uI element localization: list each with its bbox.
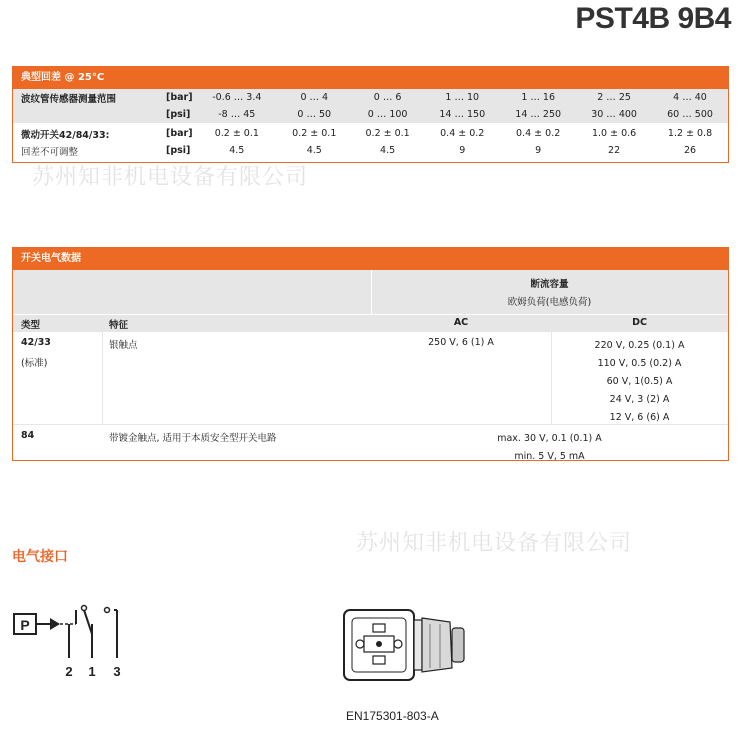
switch-sublabel: 回差不可调整	[21, 146, 79, 158]
hysteresis-table	[12, 66, 729, 163]
watermark: 苏州知非机电设备有限公司	[356, 531, 633, 556]
dc-line: 24 V, 3 (2) A	[609, 394, 670, 405]
range-psi-cell: 14 … 250	[515, 109, 562, 120]
table-row	[13, 142, 728, 159]
range-bar-cell: 0 … 4	[300, 92, 329, 103]
dc-line: 60 V, 1(0.5) A	[606, 376, 673, 387]
row1-type-note: (标准)	[21, 358, 48, 369]
range-bar-cell: 1 … 16	[521, 92, 555, 103]
row2-type: 84	[21, 430, 35, 441]
dc-line: 12 V, 6 (6) A	[609, 412, 670, 423]
terminal-label: 1	[88, 664, 96, 679]
range-psi-cell: -8 … 45	[218, 109, 256, 120]
actuator-arrow-icon	[50, 618, 60, 630]
switch-label: 微动开关42/84/33:	[21, 129, 110, 141]
table-row	[13, 106, 728, 123]
row2-value-line: max. 30 V, 0.1 (0.1) A	[497, 433, 602, 444]
row2-feature: 带镀金触点, 适用于本质安全型开关电路	[109, 433, 277, 444]
row1-feature: 银触点	[109, 340, 138, 351]
row1-dc	[551, 337, 728, 427]
capacity-title: 断流容量	[530, 279, 569, 290]
dc-line: 110 V, 0.5 (0.2) A	[597, 358, 682, 369]
pressure-label: P	[20, 617, 30, 633]
hyst-psi-cell: 4.5	[229, 145, 245, 156]
terminal-label: 3	[113, 664, 121, 679]
range-bar-cell: 4 … 40	[673, 92, 707, 103]
range-bar-cell: 1 … 10	[445, 92, 480, 103]
range-psi-cell: 60 … 500	[667, 109, 713, 120]
unit-psi: [psi]	[166, 109, 191, 120]
hyst-psi-cell: 9	[459, 145, 466, 156]
hyst-bar-cell: 0.2 ± 0.1	[365, 128, 410, 139]
col-type: 类型	[21, 320, 41, 331]
electrical-data-table	[12, 247, 729, 461]
unit-psi: [psi]	[166, 145, 191, 156]
unit-bar: [bar]	[166, 128, 193, 139]
hysteresis-table-header: 典型回差 @ 25°C	[13, 67, 728, 89]
range-psi-cell: 0 … 50	[297, 109, 332, 120]
range-bar-cell: -0.6 … 3.4	[212, 92, 262, 103]
row1-type: 42/33	[21, 337, 51, 348]
col-feature: 特征	[109, 320, 129, 331]
electrical-table-header: 开关电气数据	[13, 248, 728, 270]
hyst-bar-cell: 1.2 ± 0.8	[667, 128, 713, 139]
row1-ac: 250 V, 6 (1) A	[428, 337, 494, 348]
col-dc: DC	[632, 317, 647, 328]
watermark: 苏州知非机电设备有限公司	[32, 165, 309, 190]
col-ac: AC	[453, 317, 469, 328]
dc-line: 220 V, 0.25 (0.1) A	[594, 340, 685, 351]
capacity-subtitle: 欧姆负荷(电感负荷)	[507, 297, 592, 308]
electrical-grid	[13, 270, 728, 461]
section-title: 电气接口	[12, 549, 68, 565]
range-bar-cell: 2 … 25	[597, 92, 631, 103]
table-row	[13, 89, 728, 106]
hyst-bar-cell: 0.4 ± 0.2	[516, 128, 561, 139]
hyst-psi-cell: 9	[535, 145, 542, 156]
table-row	[13, 125, 728, 142]
range-psi-cell: 0 … 100	[367, 109, 408, 120]
range-psi-cell: 30 … 400	[591, 109, 637, 120]
hyst-bar-cell: 1.0 ± 0.6	[591, 128, 637, 139]
row2-value-line: min. 5 V, 5 mA	[514, 451, 585, 462]
range-bar-cell: 0 … 6	[373, 92, 402, 103]
connector-drawing	[340, 606, 470, 686]
hyst-psi-cell: 4.5	[380, 145, 396, 156]
switch-diagram	[10, 596, 140, 686]
range-label: 波纹管传感器测量范围	[21, 93, 117, 105]
range-psi-cell: 14 … 150	[439, 109, 486, 120]
hyst-bar-cell: 0.2 ± 0.1	[292, 128, 337, 139]
hysteresis-grid	[13, 89, 728, 159]
hyst-bar-cell: 0.2 ± 0.1	[214, 128, 259, 139]
hyst-bar-cell: 0.4 ± 0.2	[440, 128, 485, 139]
row2-values	[371, 430, 728, 466]
product-title: PST4B 9B4	[575, 2, 731, 35]
terminal-label: 2	[65, 664, 73, 679]
unit-bar: [bar]	[166, 92, 193, 103]
connector-caption: EN175301-803-A	[346, 709, 439, 723]
hyst-psi-cell: 4.5	[306, 145, 322, 156]
hyst-psi-cell: 22	[608, 145, 621, 156]
hyst-psi-cell: 26	[683, 145, 697, 156]
